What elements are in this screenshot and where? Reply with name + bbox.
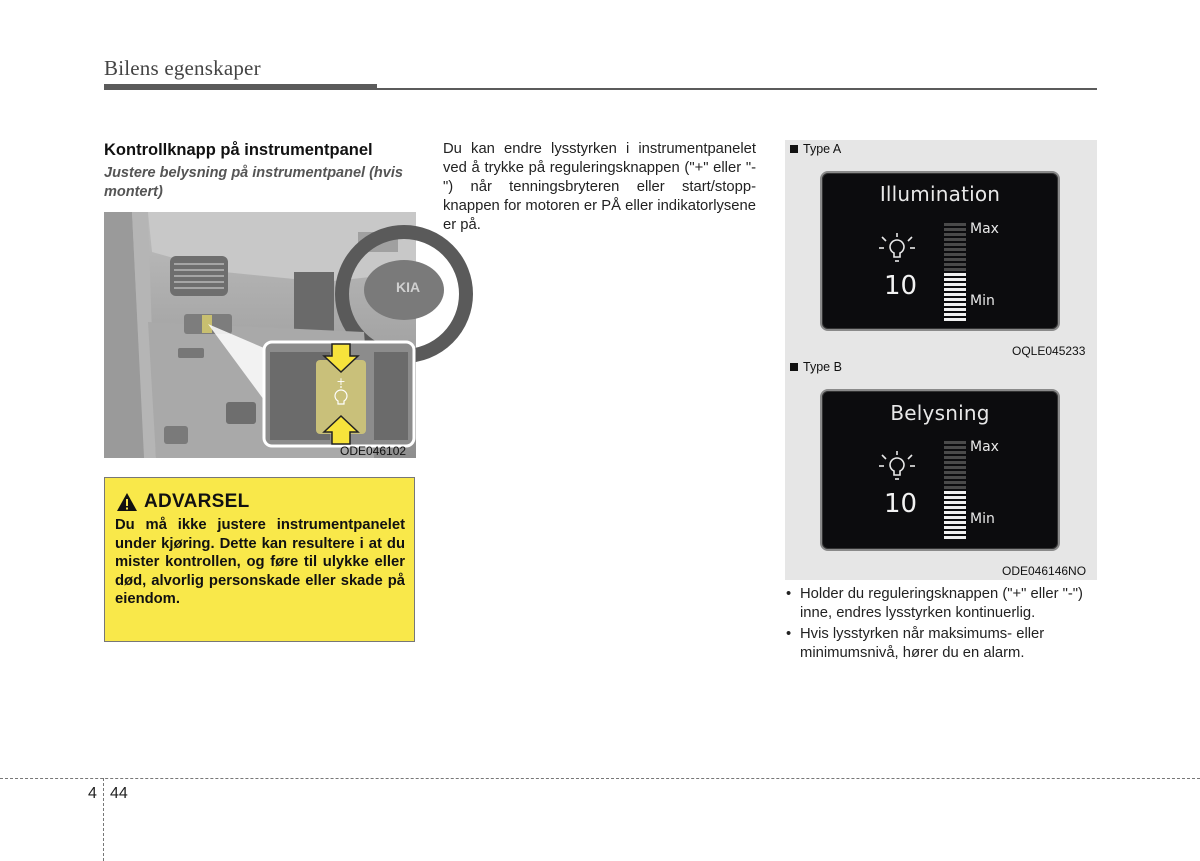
level-segment bbox=[944, 511, 966, 514]
level-segment bbox=[944, 308, 966, 311]
level-segment bbox=[944, 476, 966, 479]
level-segment bbox=[944, 451, 966, 454]
plus-key-label: + bbox=[336, 375, 346, 388]
square-bullet-icon bbox=[790, 145, 798, 153]
level-segment bbox=[944, 288, 966, 291]
level-segment bbox=[944, 466, 966, 469]
level-segment bbox=[944, 303, 966, 306]
level-segment bbox=[944, 486, 966, 489]
warning-header bbox=[116, 491, 250, 513]
photo-code: ODE046102 bbox=[340, 444, 407, 458]
level-segment bbox=[944, 263, 966, 266]
level-segment bbox=[944, 531, 966, 534]
footer-divider bbox=[0, 778, 1200, 779]
type-b-text: Type B bbox=[803, 360, 842, 374]
level-segment bbox=[944, 293, 966, 296]
dashboard-photo bbox=[104, 212, 421, 458]
level-segment bbox=[944, 238, 966, 241]
brightness-level-bar bbox=[944, 223, 966, 321]
header-rule-thin bbox=[377, 88, 1097, 90]
bullet-text: Holder du reguleringsknappen ("+" eller "-") inne, endres lysstyrken kontinuerlig. bbox=[800, 586, 1083, 621]
min-label: Min bbox=[970, 511, 995, 527]
level-segment bbox=[944, 278, 966, 281]
level-segment bbox=[944, 258, 966, 261]
section-subheading: Justere belysning på instrumentpanel (hvis montert) bbox=[104, 165, 403, 200]
level-segment bbox=[944, 298, 966, 301]
chapter-number: 4 bbox=[88, 785, 97, 802]
level-segment bbox=[944, 253, 966, 256]
type-a-text: Type A bbox=[803, 142, 842, 156]
figure-type-b-label bbox=[790, 360, 842, 374]
bullet-dot-icon: • bbox=[786, 626, 792, 642]
level-segment bbox=[944, 313, 966, 316]
level-segment bbox=[944, 223, 966, 226]
brightness-level-bar bbox=[944, 441, 966, 539]
level-segment bbox=[944, 501, 966, 504]
bullet-text: Hvis lysstyrken når maksimums- eller minimumsnivå, hører du en alarm. bbox=[800, 626, 1045, 661]
screen-title: Illumination bbox=[879, 182, 1001, 206]
footer-vertical-divider bbox=[103, 778, 104, 861]
brightness-value: 10 bbox=[884, 489, 918, 519]
body-paragraph: Du kan endre lysstyrken i instrumentpanelet ved å trykke på reguleringsknappen ("+" eller "-") når tenningsbryteren eller start/stopp-knappen for motoren er PÅ eller indikatorlysene er på. bbox=[443, 141, 756, 233]
warning-text: Du må ikke justere instrumentpanelet under kjøring. Dette kan resultere i at du mister kontrollen, og føre til ulykke eller død, alvorlig personskade eller skade på eiendom. bbox=[115, 517, 405, 607]
level-segment bbox=[944, 318, 966, 321]
figure-a-code: OQLE045233 bbox=[1012, 344, 1086, 358]
max-label: Max bbox=[970, 221, 999, 237]
level-segment bbox=[944, 268, 966, 271]
list-item bbox=[786, 585, 1098, 623]
level-segment bbox=[944, 506, 966, 509]
bullet-dot-icon: • bbox=[786, 586, 792, 602]
screen-title: Belysning bbox=[890, 401, 990, 425]
brightness-icon bbox=[878, 233, 916, 263]
list-item bbox=[786, 625, 1098, 663]
level-segment bbox=[944, 248, 966, 251]
level-segment bbox=[944, 283, 966, 286]
brand-logo-text: KIA bbox=[396, 279, 421, 295]
min-label: Min bbox=[970, 293, 995, 309]
display-screen-b bbox=[820, 389, 1060, 551]
level-segment bbox=[944, 441, 966, 444]
bullet-list bbox=[786, 585, 1098, 665]
level-segment bbox=[944, 228, 966, 231]
level-segment bbox=[944, 481, 966, 484]
level-segment bbox=[944, 456, 966, 459]
warning-triangle-icon bbox=[116, 492, 138, 512]
max-label: Max bbox=[970, 439, 999, 455]
level-segment bbox=[944, 491, 966, 494]
display-screen-a bbox=[820, 171, 1060, 331]
level-segment bbox=[944, 273, 966, 276]
level-segment bbox=[944, 536, 966, 539]
level-segment bbox=[944, 233, 966, 236]
running-header: Bilens egenskaper bbox=[104, 56, 261, 80]
header-rule-thick bbox=[104, 84, 377, 90]
level-segment bbox=[944, 526, 966, 529]
figure-b-code: ODE046146NO bbox=[1002, 564, 1087, 578]
warning-title: ADVARSEL bbox=[144, 491, 250, 512]
level-segment bbox=[944, 516, 966, 519]
brightness-value: 10 bbox=[884, 271, 918, 301]
level-segment bbox=[944, 446, 966, 449]
figure-type-a-label bbox=[790, 142, 841, 156]
square-bullet-icon bbox=[790, 363, 798, 371]
level-segment bbox=[944, 521, 966, 524]
dashboard-illustration bbox=[104, 212, 421, 458]
brightness-icon bbox=[878, 451, 916, 481]
page-number: 44 bbox=[110, 785, 128, 802]
level-segment bbox=[944, 461, 966, 464]
level-segment bbox=[944, 471, 966, 474]
level-segment bbox=[944, 243, 966, 246]
section-heading: Kontrollknapp på instrumentpanel bbox=[104, 141, 373, 159]
level-segment bbox=[944, 496, 966, 499]
